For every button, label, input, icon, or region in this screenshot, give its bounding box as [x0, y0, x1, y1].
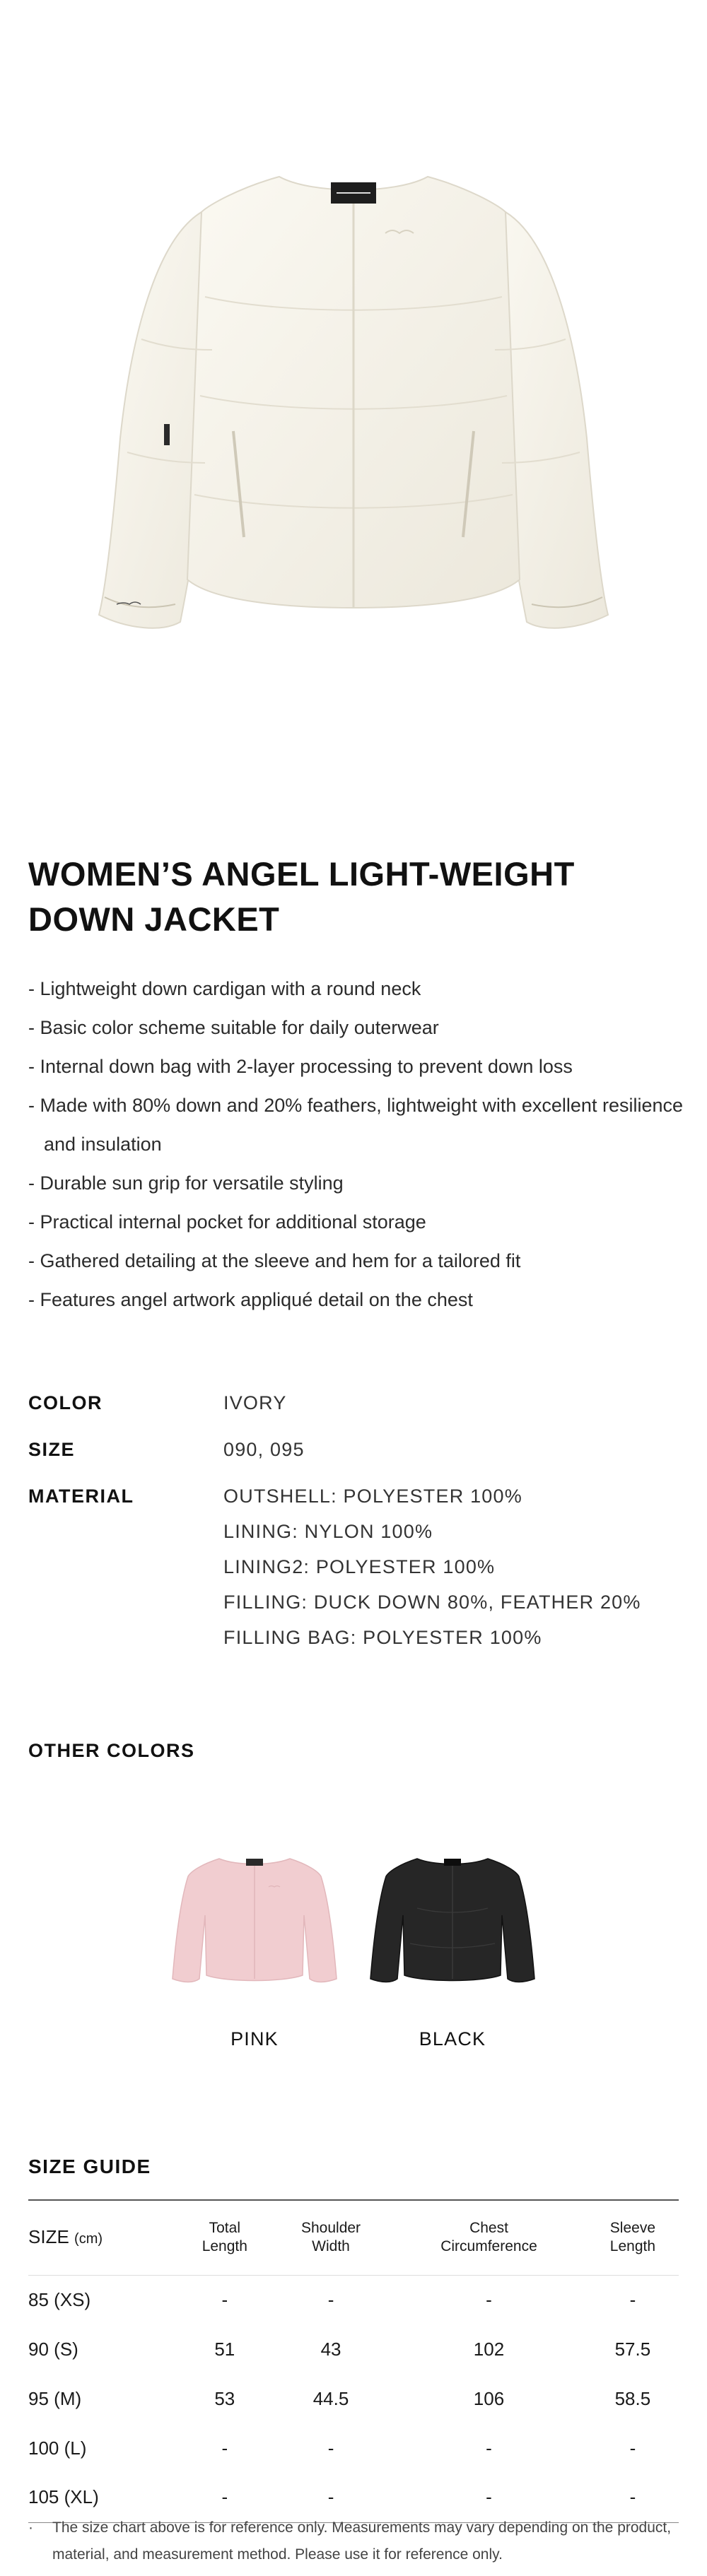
feature-item: - Made with 80% down and 20% feathers, lightweight with excellent resilience and insulation [28, 1095, 684, 1155]
size-cell [28, 2324, 179, 2374]
table-row [28, 2374, 679, 2423]
table-cell: - [221, 2486, 228, 2508]
spec-label: SIZE [28, 1439, 76, 1460]
feature-list [28, 970, 693, 1319]
header-line: Chest [469, 2220, 508, 2237]
header-line: Shoulder [300, 2220, 361, 2237]
black-jacket-thumbnail [368, 1837, 537, 1993]
spec-value: IVORY [223, 1392, 287, 1413]
size-tag: (XS) [54, 2288, 91, 2310]
product-title: WOMEN’S ANGEL LIGHT-WEIGHT DOWN JACKET [28, 855, 575, 938]
color-option-black[interactable] [368, 1837, 537, 2050]
note-bullet: · [28, 2519, 33, 2536]
size-tag: (S) [54, 2338, 78, 2360]
spec-value: LINING2: POLYESTER 100% [223, 1556, 496, 1577]
table-cell: 51 [214, 2338, 235, 2360]
color-swatches [170, 1837, 537, 2050]
table-cell: 58.5 [614, 2387, 651, 2409]
color-label-pink: PINK [230, 2028, 279, 2049]
pink-jacket-thumbnail [170, 1837, 339, 1993]
size-number: 90 [28, 2338, 49, 2360]
size-cell [28, 2374, 179, 2423]
header-line: Sleeve [609, 2220, 656, 2237]
table-cell: 53 [214, 2387, 235, 2409]
table-cell: - [486, 2486, 492, 2508]
table-cell: - [327, 2288, 334, 2310]
table-cell: 57.5 [614, 2338, 651, 2360]
header-line: Total [209, 2220, 240, 2237]
table-cell: - [629, 2486, 636, 2508]
feature-item: - Gathered detailing at the sleeve and hem for a tailored fit [28, 1250, 521, 1271]
column-header-total-length [179, 2200, 271, 2275]
feature-item: - Internal down bag with 2-layer processing to prevent down loss [28, 1056, 573, 1077]
table-cell: 43 [320, 2338, 341, 2360]
table-cell: - [486, 2288, 492, 2310]
size-unit: (cm) [74, 2230, 103, 2247]
table-cell: - [221, 2288, 228, 2310]
table-cell: - [221, 2437, 228, 2459]
feature-item: - Lightweight down cardigan with a round neck [28, 978, 421, 999]
color-option-pink[interactable] [170, 1837, 339, 2050]
table-cell: - [327, 2437, 334, 2459]
size-tag: (XL) [64, 2486, 99, 2508]
size-number: 100 [28, 2437, 59, 2459]
table-cell: - [629, 2288, 636, 2310]
table-cell: 106 [473, 2387, 505, 2409]
size-guide-table [28, 2199, 679, 2523]
header-line: Length [609, 2238, 656, 2255]
spec-label: MATERIAL [28, 1486, 134, 1507]
spec-value: OUTSHELL: POLYESTER 100% [223, 1486, 522, 1507]
header-line: Width [312, 2238, 350, 2255]
column-header-sleeve-length [587, 2200, 679, 2275]
size-table-header [28, 2200, 679, 2275]
size-cell [28, 2423, 179, 2473]
ivory-jacket-illustration [0, 0, 707, 834]
feature-item: - Basic color scheme suitable for daily outerwear [28, 1017, 439, 1038]
table-cell: - [327, 2486, 334, 2508]
table-cell: 102 [473, 2338, 505, 2360]
table-cell: 44.5 [312, 2387, 349, 2409]
size-tag: (L) [64, 2437, 87, 2459]
table-row [28, 2275, 679, 2324]
size-number: 85 [28, 2288, 49, 2310]
other-colors-title: OTHER COLORS [28, 1740, 195, 1761]
size-guide-title: SIZE GUIDE [28, 2156, 151, 2177]
spec-table [28, 1385, 686, 1666]
header-line: Circumference [440, 2238, 537, 2255]
feature-item: - Practical internal pocket for additional storage [28, 1211, 426, 1233]
size-number: 95 [28, 2387, 49, 2409]
spec-label: COLOR [28, 1392, 103, 1413]
feature-item: - Features angel artwork appliqué detail on the chest [28, 1289, 473, 1310]
spec-value: FILLING BAG: POLYESTER 100% [223, 1627, 542, 1648]
table-row [28, 2324, 679, 2374]
size-column-header [28, 2200, 179, 2275]
spec-row-material [28, 1478, 686, 1655]
spec-row-color [28, 1385, 686, 1421]
table-cell: - [486, 2437, 492, 2459]
header-line: Length [201, 2238, 247, 2255]
table-cell: - [629, 2437, 636, 2459]
size-number: 105 [28, 2486, 59, 2508]
spec-value: FILLING: DUCK DOWN 80%, FEATHER 20% [223, 1592, 641, 1613]
spec-value: 090, 095 [223, 1439, 305, 1460]
column-header-shoulder-width [271, 2200, 391, 2275]
size-header-label: SIZE [28, 2225, 69, 2247]
size-tag: (M) [54, 2387, 82, 2409]
spec-value: LINING: NYLON 100% [223, 1521, 433, 1542]
table-row [28, 2423, 679, 2473]
size-cell [28, 2275, 179, 2324]
color-label-black: BLACK [419, 2028, 486, 2049]
size-guide-note [28, 2515, 679, 2568]
note-text: The size chart above is for reference only. Measurements may vary depending on the product, material, and measurement method. Please use it for reference only. [52, 2519, 672, 2563]
spec-row-size [28, 1432, 686, 1467]
product-image [0, 0, 707, 834]
column-header-chest [391, 2200, 587, 2275]
feature-item: - Durable sun grip for versatile styling [28, 1172, 344, 1194]
